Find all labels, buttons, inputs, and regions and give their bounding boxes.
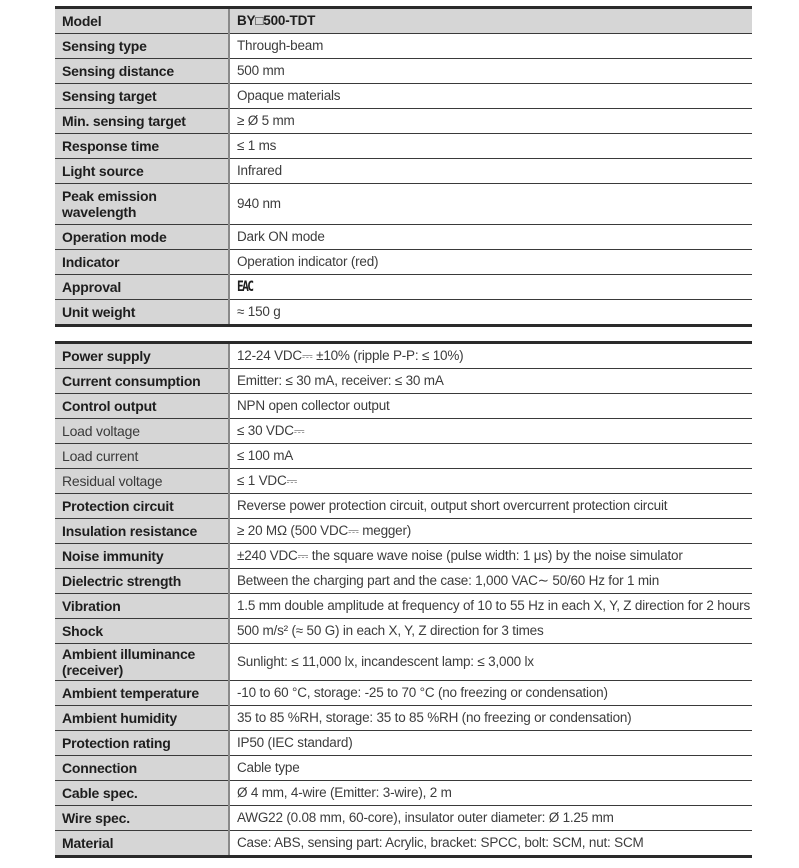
spec-label: Cable spec. <box>55 781 229 806</box>
spec-label: Load current <box>55 444 229 469</box>
spec-row-response-time <box>55 134 752 159</box>
spec-row-sensing-distance <box>55 59 752 84</box>
spec-label: Response time <box>55 134 229 159</box>
spec-value: ≈ 150 g <box>229 300 752 326</box>
spec-label: Peak emission wavelength <box>55 184 229 225</box>
spec-row-vibration <box>55 594 752 619</box>
spec-value: BY□500-TDT <box>229 8 752 34</box>
spec-value: Dark ON mode <box>229 225 752 250</box>
spec-row-control-output <box>55 394 752 419</box>
spec-value: IP50 (IEC standard) <box>229 731 752 756</box>
spec-row-unit-weight <box>55 300 752 326</box>
spec-value: ±240 VDC⎓ the square wave noise (pulse width: 1 μs) by the noise simulator <box>229 544 752 569</box>
spec-row-sensing-type <box>55 34 752 59</box>
spec-row-load-voltage <box>55 419 752 444</box>
spec-value: Operation indicator (red) <box>229 250 752 275</box>
spec-value: Emitter: ≤ 30 mA, receiver: ≤ 30 mA <box>229 369 752 394</box>
spec-label: Min. sensing target <box>55 109 229 134</box>
spec-label: Approval <box>55 275 229 300</box>
spec-row-material <box>55 831 752 857</box>
spec-label: Shock <box>55 619 229 644</box>
spec-row-connection <box>55 756 752 781</box>
spec-row-operation-mode <box>55 225 752 250</box>
spec-label: Vibration <box>55 594 229 619</box>
spec-row-peak-emission-wavelength <box>55 184 752 225</box>
spec-label: Connection <box>55 756 229 781</box>
spec-row-insulation-resistance <box>55 519 752 544</box>
spec-label: Material <box>55 831 229 857</box>
spec-label: Unit weight <box>55 300 229 326</box>
spec-value: ≥ 20 MΩ (500 VDC⎓ megger) <box>229 519 752 544</box>
spec-row-approval <box>55 275 752 300</box>
spec-label: Control output <box>55 394 229 419</box>
spec-label: Sensing distance <box>55 59 229 84</box>
spec-label: Dielectric strength <box>55 569 229 594</box>
spec-row-ambient-temperature <box>55 681 752 706</box>
specifications-table-general <box>55 6 752 327</box>
spec-value: 1.5 mm double amplitude at frequency of 10 to 55 Hz in each X, Y, Z direction for 2 hours <box>229 594 752 619</box>
spec-row-light-source <box>55 159 752 184</box>
spec-row-indicator <box>55 250 752 275</box>
spec-label: Ambient temperature <box>55 681 229 706</box>
spec-value <box>229 275 752 300</box>
spec-row-sensing-target <box>55 84 752 109</box>
spec-label: Operation mode <box>55 225 229 250</box>
spec-value: Between the charging part and the case: 1,000 VAC∼ 50/60 Hz for 1 min <box>229 569 752 594</box>
spec-value: Cable type <box>229 756 752 781</box>
spec-row-model <box>55 8 752 34</box>
spec-value: 940 nm <box>229 184 752 225</box>
spec-value: AWG22 (0.08 mm, 60-core), insulator outer diameter: Ø 1.25 mm <box>229 806 752 831</box>
spec-label: Ambient illuminance (receiver) <box>55 644 229 681</box>
spec-row-min-sensing-target <box>55 109 752 134</box>
spec-row-shock <box>55 619 752 644</box>
spec-value: Ø 4 mm, 4-wire (Emitter: 3-wire), 2 m <box>229 781 752 806</box>
spec-value: ≥ Ø 5 mm <box>229 109 752 134</box>
spec-value: Opaque materials <box>229 84 752 109</box>
spec-value: Sunlight: ≤ 11,000 lx, incandescent lamp: ≤ 3,000 lx <box>229 644 752 681</box>
spec-row-protection-rating <box>55 731 752 756</box>
spec-label: Load voltage <box>55 419 229 444</box>
spec-label: Protection rating <box>55 731 229 756</box>
spec-row-wire-spec <box>55 806 752 831</box>
spec-label: Model <box>55 8 229 34</box>
spec-label: Insulation resistance <box>55 519 229 544</box>
spec-value: 500 m/s² (≈ 50 G) in each X, Y, Z direction for 3 times <box>229 619 752 644</box>
eac-certification-mark-icon: EAC <box>237 279 253 295</box>
spec-label: Residual voltage <box>55 469 229 494</box>
spec-label: Light source <box>55 159 229 184</box>
spec-label: Sensing type <box>55 34 229 59</box>
spec-value: ≤ 1 VDC⎓ <box>229 469 752 494</box>
spec-value: 12-24 VDC⎓ ±10% (ripple P-P: ≤ 10%) <box>229 343 752 369</box>
spec-label: Noise immunity <box>55 544 229 569</box>
spec-label: Power supply <box>55 343 229 369</box>
spec-value: Infrared <box>229 159 752 184</box>
spec-row-dielectric-strength <box>55 569 752 594</box>
spec-label: Protection circuit <box>55 494 229 519</box>
spec-value: NPN open collector output <box>229 394 752 419</box>
specifications-table-electrical-environmental <box>55 341 752 858</box>
spec-row-load-current <box>55 444 752 469</box>
spec-row-noise-immunity <box>55 544 752 569</box>
spec-value: 35 to 85 %RH, storage: 35 to 85 %RH (no freezing or condensation) <box>229 706 752 731</box>
spec-value: Case: ABS, sensing part: Acrylic, bracket: SPCC, bolt: SCM, nut: SCM <box>229 831 752 857</box>
spec-row-cable-spec <box>55 781 752 806</box>
spec-row-power-supply <box>55 343 752 369</box>
spec-row-current-consumption <box>55 369 752 394</box>
spec-label: Current consumption <box>55 369 229 394</box>
spec-value: ≤ 100 mA <box>229 444 752 469</box>
spec-value: -10 to 60 °C, storage: -25 to 70 °C (no freezing or condensation) <box>229 681 752 706</box>
spec-label: Wire spec. <box>55 806 229 831</box>
spec-row-protection-circuit <box>55 494 752 519</box>
spec-label: Sensing target <box>55 84 229 109</box>
spec-label: Indicator <box>55 250 229 275</box>
spec-row-ambient-illuminance <box>55 644 752 681</box>
spec-value: ≤ 30 VDC⎓ <box>229 419 752 444</box>
spec-value: Through-beam <box>229 34 752 59</box>
spec-label: Ambient humidity <box>55 706 229 731</box>
spec-value: Reverse power protection circuit, output short overcurrent protection circuit <box>229 494 752 519</box>
spec-row-ambient-humidity <box>55 706 752 731</box>
spec-row-residual-voltage <box>55 469 752 494</box>
spec-value: 500 mm <box>229 59 752 84</box>
spec-value: ≤ 1 ms <box>229 134 752 159</box>
